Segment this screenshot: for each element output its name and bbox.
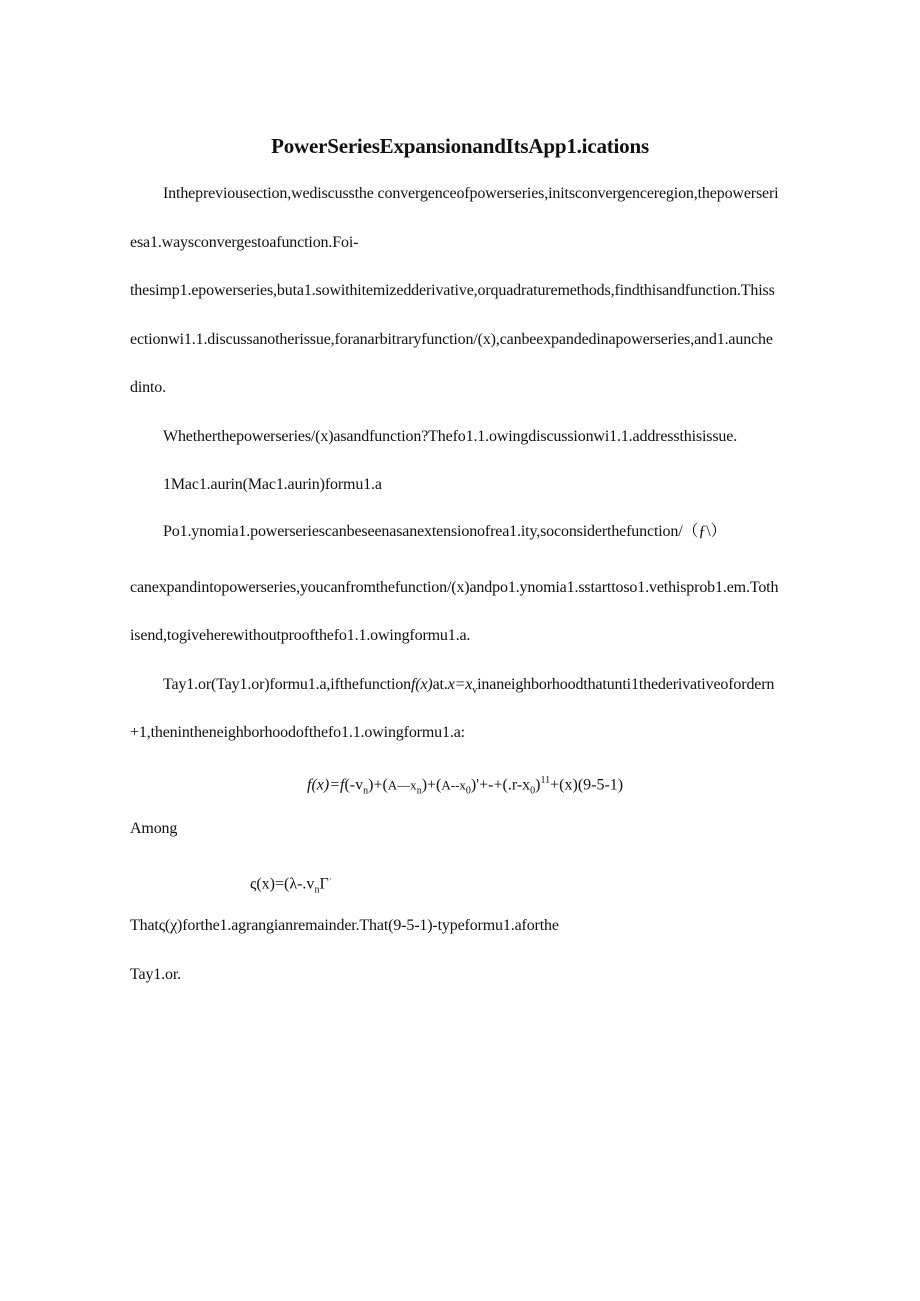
remainder-expression	[250, 869, 332, 901]
document-title: PowerSeriesExpansionandItsApp1.ications	[271, 134, 649, 158]
formula-part: +(x)(9-5-1)	[550, 776, 624, 794]
formula-sub: n	[416, 785, 422, 797]
formula-part: A—x	[387, 777, 417, 793]
taylor-sub: v	[472, 685, 478, 697]
remainder-sup: ·	[328, 874, 332, 884]
formula-part: )'+-+(.r-x	[470, 776, 531, 794]
taylor-xeq: x=x	[447, 676, 473, 693]
section-heading: 1Mac1.aurin(Mac1.aurin)formu1.a	[163, 476, 382, 493]
paragraph-line: canexpandintopowerseries,youcanfromthefunction/(x)andpo1.ynomia1.sstarttoso1.vethisprob1.em.Toth	[130, 579, 779, 596]
formula-lhs: f(x)=f	[307, 776, 345, 794]
formula-part: A--x	[441, 777, 466, 793]
remainder-sub: n	[314, 884, 320, 896]
paragraph-line: thesimp1.epowerseries,buta1.sowithitemizedderivative,orquadraturemethods,findthisandfunction.Thiss	[130, 282, 775, 299]
formula-sup: 11	[540, 775, 551, 786]
remainder-part: Γ	[319, 875, 329, 893]
taylor-fx: f(x)	[410, 676, 433, 693]
formula-sub: n	[363, 785, 369, 797]
taylor-line	[163, 675, 774, 701]
formula-part: )+(	[368, 776, 388, 794]
formula-part: (-v	[344, 776, 364, 794]
taylor-post: inaneighborhoodthatunti1thederivativeofordern	[477, 676, 775, 693]
paragraph-line: Po1.ynomia1.powerseriescanbeseenasanextensionofrea1.ity,soconsiderthefunction/（ƒ\）	[163, 523, 727, 540]
paragraph-line: dinto.	[130, 379, 166, 396]
closing-line: Thatς(χ)forthe1.agrangianremainder.That(9-5-1)-typeformu1.aforthe	[130, 917, 559, 934]
formula-part: )	[535, 776, 541, 794]
paragraph-line: ectionwi1.1.discussanotherissue,foranarbitraryfunction/(x),canbeexpandedinapowerseries,and1.aunche	[130, 331, 773, 348]
among-label: Among	[130, 820, 178, 837]
taylor-at: at.	[432, 676, 448, 693]
taylor-pre: Tay1.or(Tay1.or)formu1.a,ifthefunction	[163, 676, 411, 693]
paragraph-line: +1,thenintheneighborhoodofthefo1.1.owingformu1.a:	[130, 724, 465, 741]
paragraph-line: Inthepreviousection,wediscussthe convergenceofpowerseries,initsconvergenceregion,thepowerseri	[163, 185, 779, 202]
taylor-formula	[307, 771, 623, 802]
formula-part: )+(	[421, 776, 442, 794]
closing-line: Tay1.or.	[130, 966, 182, 983]
formula-sub: 0	[530, 785, 536, 797]
paragraph-line: Whetherthepowerseries/(x)asandfunction?Thefo1.1.owingdiscussionwi1.1.addressthisissue.	[163, 428, 738, 445]
remainder-part: ς(x)=(λ-.v	[250, 875, 315, 893]
paragraph-line: esa1.waysconvergestoafunction.Foi-	[130, 234, 359, 251]
formula-sub: 0	[465, 785, 471, 797]
paragraph-line: isend,togiveherewithoutproofthefo1.1.owingformu1.a.	[130, 627, 471, 644]
